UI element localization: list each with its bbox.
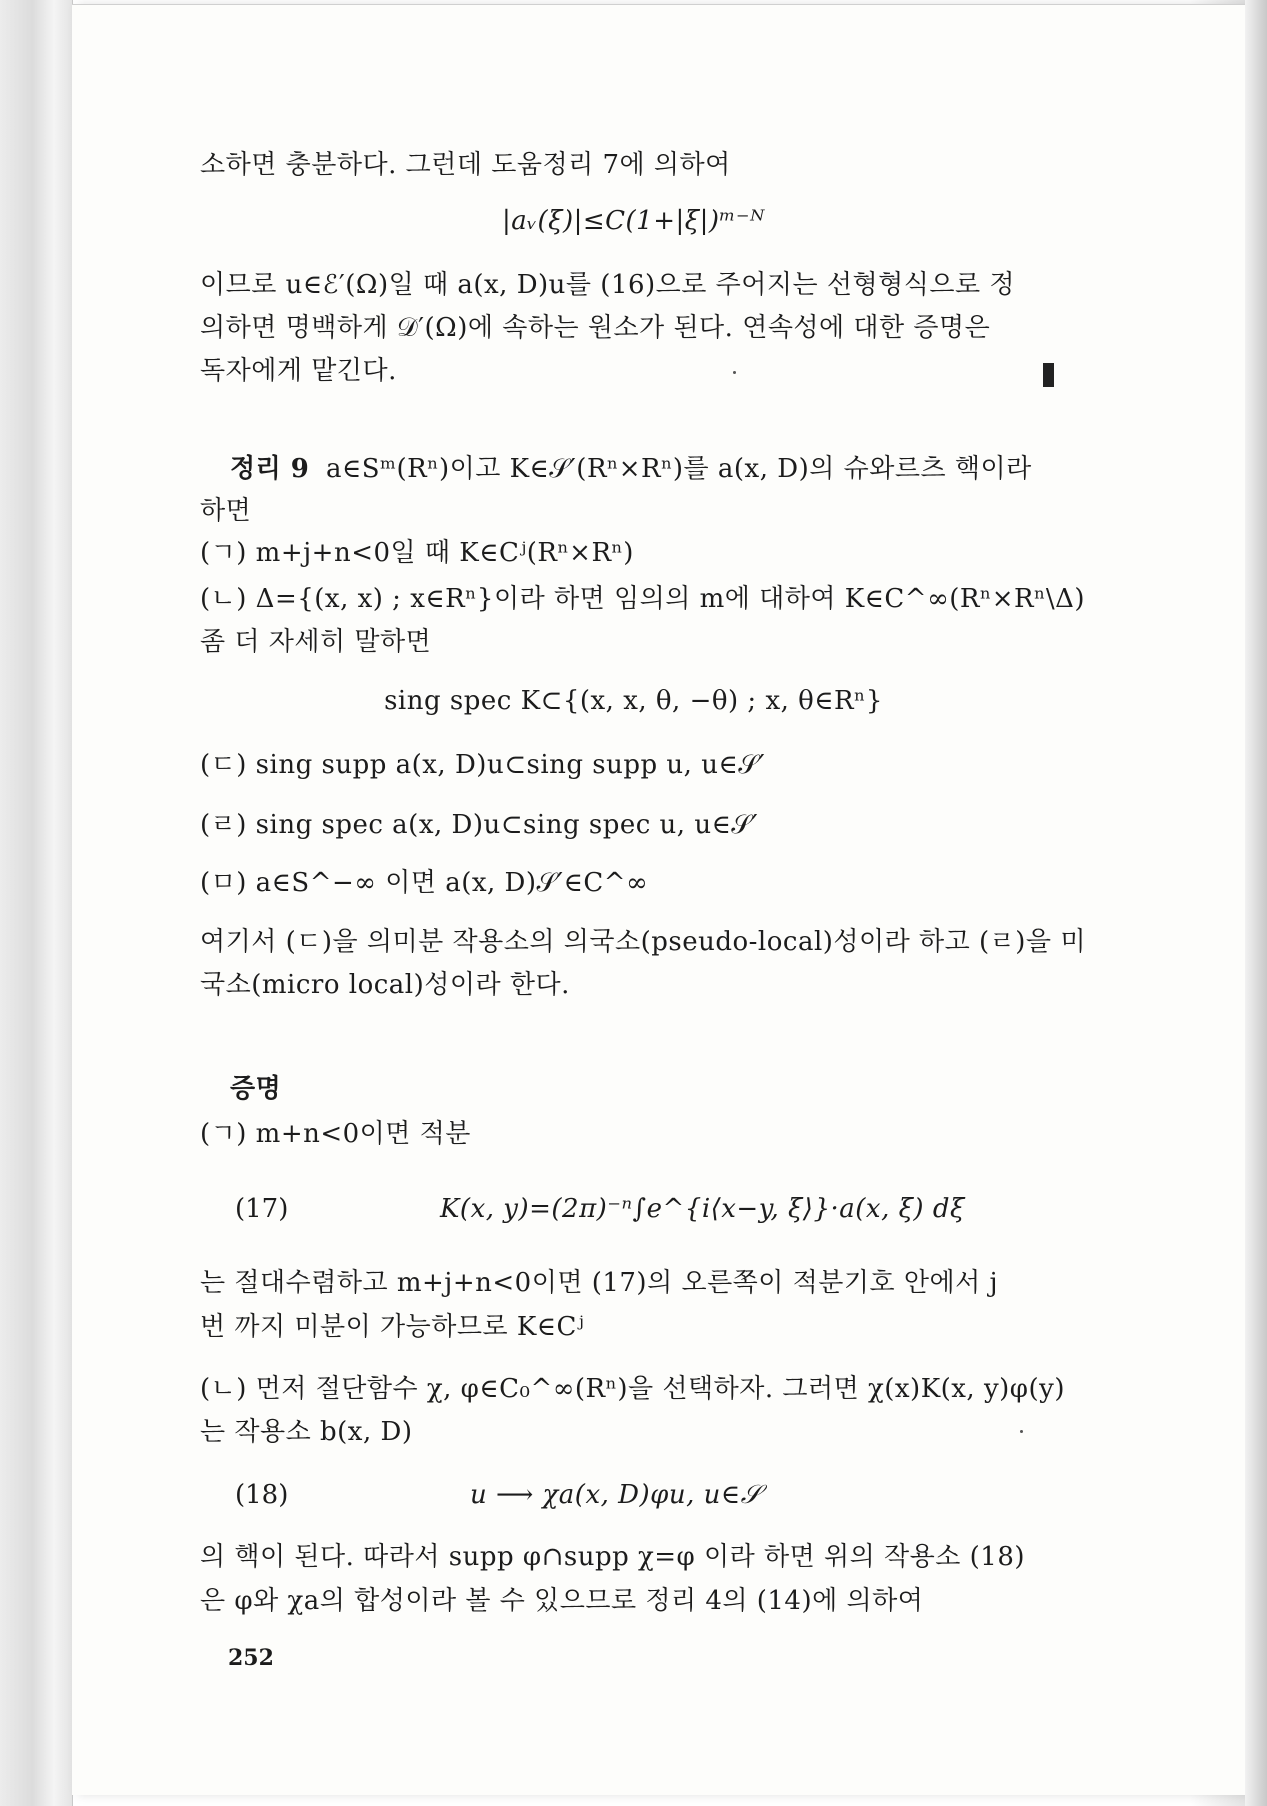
theorem-item: (ㄷ) sing supp a(x, D)u⊂sing supp u, u∈𝒮′	[200, 750, 766, 780]
equation-18: u ⟶ χa(x, D)φu, u∈𝒮	[470, 1480, 762, 1510]
theorem-item: (ㅁ) a∈S^−∞ 이면 a(x, D)𝒮′∈C^∞	[200, 868, 649, 898]
qed-mark	[1043, 363, 1054, 387]
text-line: (ㄱ) m+n<0이면 적분	[200, 1119, 471, 1149]
proof-label: 증명	[230, 1074, 282, 1104]
theorem-text: a∈Sᵐ(Rⁿ)이고 K∈𝒮′(Rⁿ×Rⁿ)를 a(x, D)의 슈와르츠 핵이라	[326, 454, 1032, 484]
speck	[1020, 1430, 1023, 1433]
text-line: 독자에게 맡긴다.	[200, 356, 397, 386]
text-line: 좀 더 자세히 말하면	[200, 627, 432, 657]
text-line: 이므로 u∈ℰ′(Ω)일 때 a(x, D)u를 (16)으로 주어지는 선형형식으로 정	[200, 270, 1015, 300]
text-line: 소하면 충분하다. 그런데 도움정리 7에 의하여	[200, 150, 731, 180]
theorem-item: (ㄹ) sing spec a(x, D)u⊂sing spec u, u∈𝒮′	[200, 810, 759, 840]
equation-17: K(x, y)=(2π)⁻ⁿ∫e^{i⟨x−y, ξ⟩}·a(x, ξ) dξ	[440, 1194, 965, 1224]
text-line: (ㄴ) 먼저 절단함수 χ, φ∈C₀^∞(Rⁿ)을 선택하자. 그러면 χ(x)K(x, y)φ(y)	[200, 1374, 1065, 1404]
equation-bound: |aᵥ(ξ)|≤C(1+|ξ|)ᵐ⁻ᴺ	[502, 206, 765, 236]
book-spine	[0, 0, 73, 1806]
theorem-item: (ㄱ) m+j+n<0일 때 K∈Cʲ(Rⁿ×Rⁿ)	[200, 538, 634, 568]
text-line: 은 φ와 χa의 합성이라 볼 수 있으므로 정리 4의 (14)에 의하여	[200, 1586, 924, 1616]
equation-number: (17)	[235, 1194, 289, 1224]
text-line: 하면	[200, 496, 252, 526]
speck	[733, 371, 736, 374]
text-line: 의 핵이 된다. 따라서 supp φ∩supp χ=φ 이라 하면 위의 작용소 (18)	[200, 1542, 1026, 1572]
text-line: 번 까지 미분이 가능하므로 K∈Cʲ	[200, 1312, 585, 1342]
text-line: 는 작용소 b(x, D)	[200, 1417, 413, 1447]
text-line: 는 절대수렴하고 m+j+n<0이면 (17)의 오른쪽이 적분기호 안에서 j	[200, 1268, 999, 1298]
theorem-item: (ㄴ) Δ={(x, x) ; x∈Rⁿ}이라 하면 임의의 m에 대하여 K∈C^∞(Rⁿ×Rⁿ\Δ)	[200, 584, 1085, 614]
page-edge	[1245, 0, 1267, 1806]
page-number: 252	[228, 1645, 274, 1671]
theorem-label: 정리 9	[230, 454, 310, 484]
text-line: 국소(micro local)성이라 한다.	[200, 970, 570, 1000]
text-line: 여기서 (ㄷ)을 의미분 작용소의 의국소(pseudo-local)성이라 하고 (ㄹ)을 미	[200, 927, 1086, 957]
equation-number: (18)	[235, 1480, 289, 1510]
text-line: 의하면 명백하게 𝒟′(Ω)에 속하는 원소가 된다. 연속성에 대한 증명은	[200, 313, 991, 343]
equation-spec: sing spec K⊂{(x, x, θ, −θ) ; x, θ∈Rⁿ}	[384, 686, 883, 716]
